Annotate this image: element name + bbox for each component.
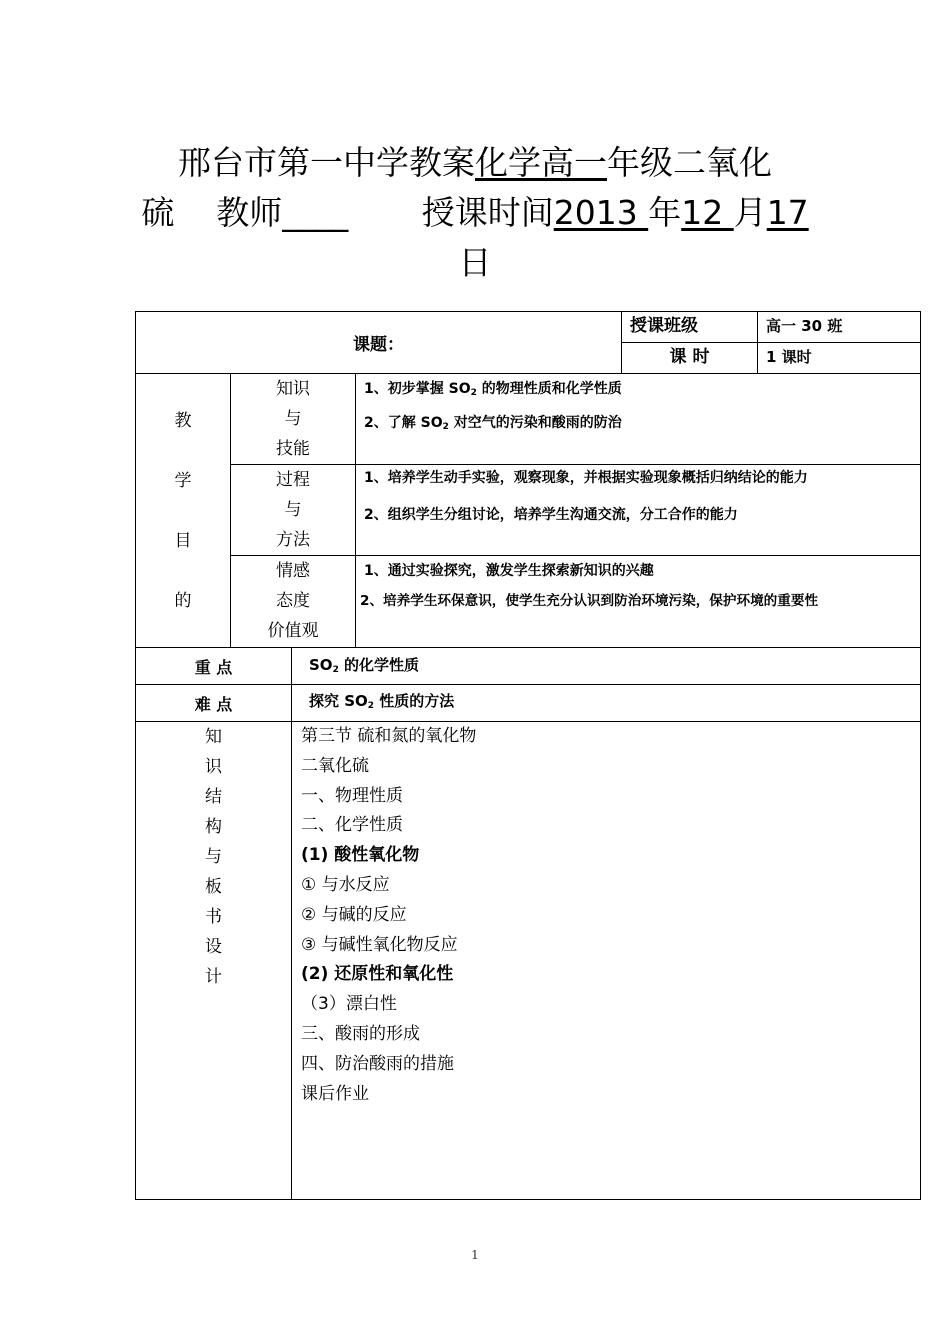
document-title [120, 138, 830, 288]
class-label: 授课班级 [622, 312, 758, 343]
topic-label: 课题： [136, 312, 622, 374]
board-line: 二氧化硫 [301, 755, 369, 776]
board-label-char: 计 [205, 967, 222, 987]
board-label-char: 设 [205, 937, 222, 957]
board-line: (2) 还原性和氧化性 [301, 964, 454, 985]
objective-process-items [356, 465, 921, 556]
objective-process-label [231, 465, 356, 556]
page-number: 1 [471, 1248, 479, 1262]
label-line: 过程 [276, 470, 310, 490]
label-line: 价值观 [267, 621, 319, 641]
objectives-char-4: 的 [174, 590, 192, 611]
title-subject: 化学高一 [475, 143, 607, 182]
objective-item: 1、初步掌握 $SO_2$ 的物理性质和化学性质 [364, 381, 622, 398]
key-point-value: $SO_2$ 的化学性质 [292, 648, 921, 685]
title-grade-topic: 年级二氧化 [607, 143, 772, 182]
board-line: 四、防治酸雨的措施 [301, 1053, 454, 1074]
day-unit: 日 [458, 243, 492, 282]
board-line: ③ 与碱性氧化物反应 [301, 934, 458, 955]
board-line: ② 与碱的反应 [301, 904, 407, 925]
label-line: 知识 [276, 379, 310, 399]
board-line: 三、酸雨的形成 [301, 1023, 420, 1044]
difficulty-label: 难 点 [136, 685, 292, 722]
key-point-label: 重 点 [136, 648, 292, 685]
objective-knowledge-label [231, 374, 356, 465]
year-value: 2013 [553, 193, 649, 232]
hours-value: 1 课时 [758, 343, 921, 374]
label-line: 方法 [276, 530, 310, 550]
label-line: 情感 [276, 561, 310, 581]
label-line: 技能 [276, 439, 310, 459]
objective-attitude-items [356, 556, 921, 648]
lesson-plan-table [135, 311, 921, 1200]
title-line-2 [120, 188, 830, 238]
board-line: 第三节 硫和氮的氧化物 [301, 726, 477, 746]
board-label-char: 书 [205, 907, 222, 927]
board-line: 课后作业 [301, 1083, 369, 1104]
board-line: 二、化学性质 [301, 815, 403, 836]
hours-label: 课 时 [622, 343, 758, 374]
board-design-label [136, 722, 292, 1200]
time-label: 授课时间 [421, 193, 554, 232]
title-school: 邢台市第一中学教案 [178, 143, 475, 182]
title-line-1 [120, 138, 830, 188]
objective-item: 2、了解 $SO_2$ 对空气的污染和酸雨的防治 [364, 415, 622, 432]
board-line: ① 与水反应 [301, 874, 390, 895]
board-label-char: 构 [205, 817, 222, 837]
board-design-content [292, 722, 921, 1200]
board-line: (1) 酸性氧化物 [301, 845, 420, 866]
month-unit: 月 [733, 193, 767, 232]
objectives-char-1: 教 [174, 410, 192, 431]
objective-item: 2、培养学生环保意识，使学生充分认识到防治环境污染，保护环境的重要性 [360, 593, 819, 609]
difficulty-value: 探究 $SO_2$ 性质的方法 [292, 685, 921, 722]
objectives-label [136, 374, 231, 648]
board-label-char: 结 [205, 787, 222, 807]
objective-item: 1、培养学生动手实验，观察现象，并根据实验现象概括归纳结论的能力 [364, 470, 808, 486]
month-value: 12 [681, 193, 734, 232]
board-label-char: 板 [205, 877, 222, 897]
board-label-char: 与 [205, 847, 222, 867]
title-line-3 [120, 238, 830, 288]
objectives-char-3: 目 [174, 530, 192, 551]
objective-item: 2、组织学生分组讨论，培养学生沟通交流，分工合作的能力 [364, 507, 738, 523]
objectives-char-2: 学 [174, 470, 192, 491]
label-line: 与 [284, 409, 302, 429]
teacher-blank: ____ [282, 193, 349, 232]
objective-item: 1、通过实验探究，激发学生探索新知识的兴趣 [364, 563, 654, 579]
label-line: 态度 [276, 591, 310, 611]
board-line: （3）漂白性 [301, 994, 397, 1015]
title-topic-end: 硫 [141, 193, 175, 232]
teacher-label: 教师 [216, 193, 283, 232]
board-label-char: 知 [205, 727, 222, 747]
day-value: 17 [766, 193, 809, 232]
board-label-char: 识 [205, 757, 222, 777]
year-unit: 年 [648, 193, 682, 232]
class-value: 高一 30 班 [758, 312, 921, 343]
objective-attitude-label [231, 556, 356, 648]
board-line: 一、物理性质 [301, 785, 403, 806]
label-line: 与 [284, 500, 302, 520]
objective-knowledge-items [356, 374, 921, 465]
